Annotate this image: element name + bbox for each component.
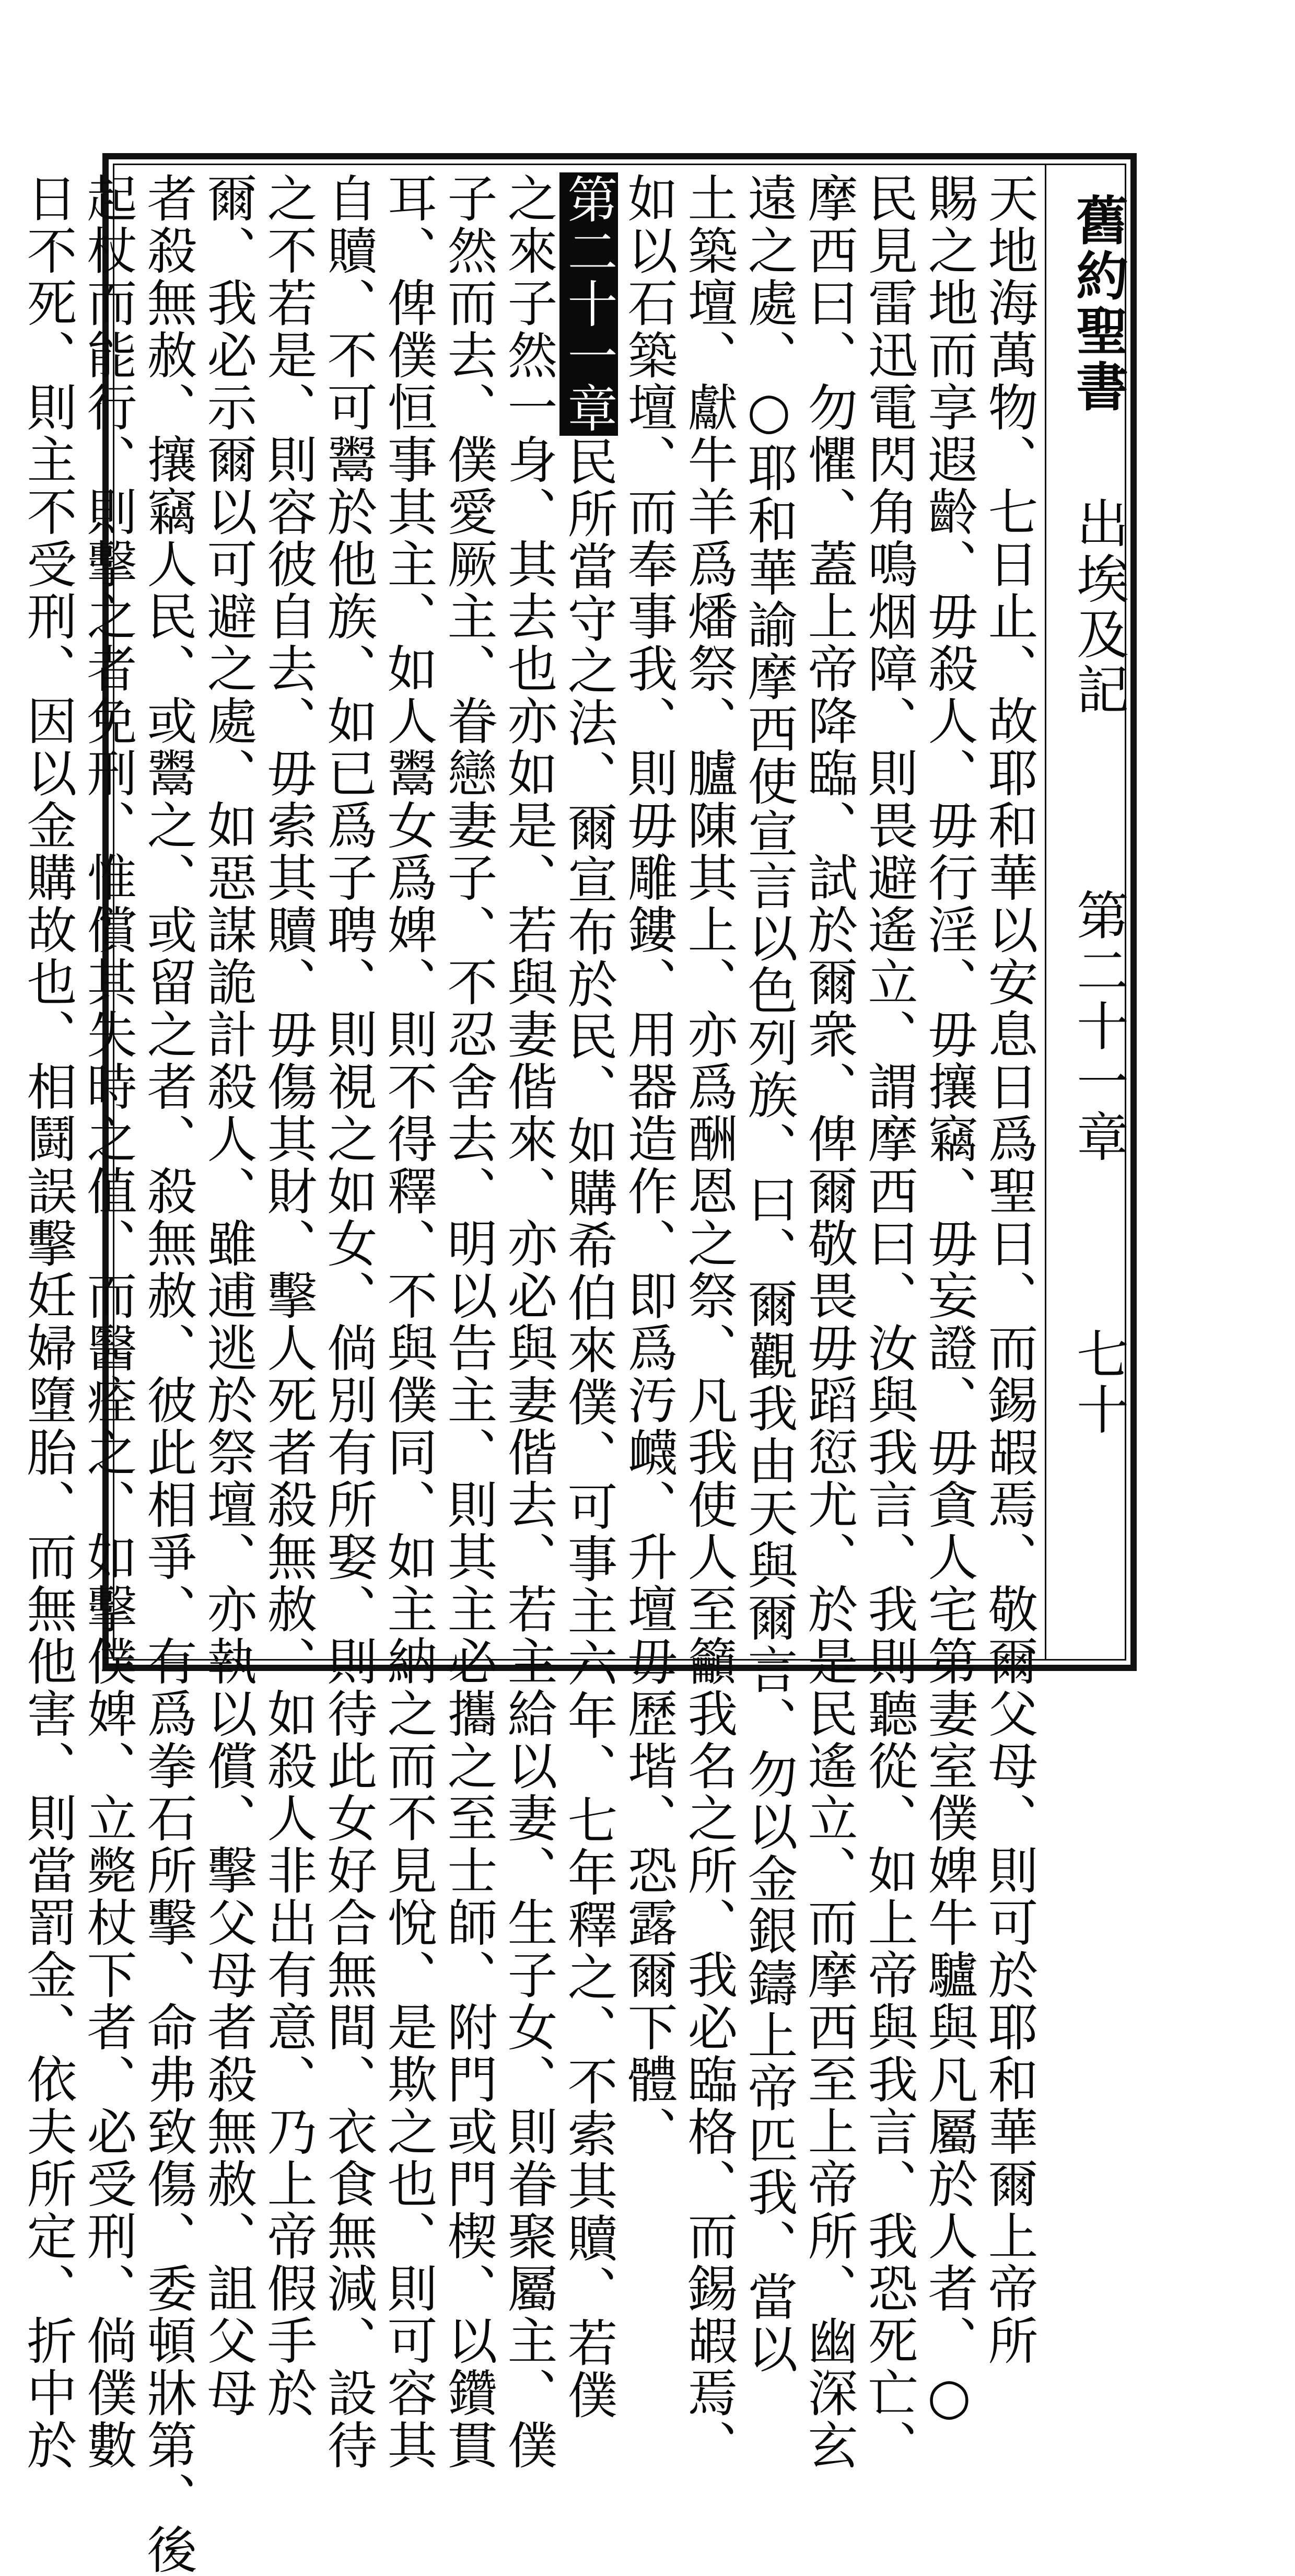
- text-line: 摩西曰、勿懼、蓋上帝降臨、試於爾衆、俾爾敬畏毋蹈愆尤、於是民遙立、而摩西至上帝所、幽深玄: [800, 172, 858, 2471]
- text-line: 之不若是、則容彼自去、毋索其贖、毋傷其財、擊人死者殺無赦、如殺人非出有意、乃上帝假手於: [259, 172, 318, 2419]
- scripture-body: [19, 172, 1039, 2576]
- chapter-start-mark: 第二十一章: [559, 173, 618, 435]
- book-collection-title: 舊約聖書: [1067, 193, 1129, 415]
- text-line: 耳、俾僕恒事其主、如人鬻女爲婢、則不得釋、不與僕同、如主納之而不見悅、是欺之也、則可容其: [379, 172, 438, 2471]
- text-line: 天地海萬物、七日止、故耶和華以安息日爲聖日、而錫嘏焉、敬爾父母、則可於耶和華爾上帝所: [980, 172, 1039, 2367]
- text-line: 者殺無赦、攘竊人民、或鬻之、或留之者、殺無赦、彼此相爭、有爲拳石所擊、命弗致傷、委頓牀第、後: [139, 172, 197, 2576]
- text-line: 自贖、不可鬻於他族、如已爲子聘、則視之如女、倘別有所娶、則待此女好合無間、衣食無減、設待: [319, 172, 378, 2471]
- text-line: 之來子然一身、其去也亦如是、若與妻偕來、亦必與妻偕去、若主給以妻、生子女、則眷聚屬主、僕: [499, 172, 558, 2471]
- text-line-chapter-start: [558, 172, 619, 2421]
- text-line: 起杖而能行、則擊之者免刑、惟償其失時之值、而醫痊之、如擊僕婢、立斃杖下者、必受刑、倘僕數: [79, 172, 137, 2471]
- text-line: 爾、我必示爾以可避之處、如惡謀詭計殺人、雖逋逃於祭壇、亦執以償、擊父母者殺無赦、詛父母: [199, 172, 258, 2419]
- text-line-rest: 民所當守之法、爾宣布於民、如購希伯來僕、可事主六年、七年釋之、不索其贖、若僕: [559, 436, 618, 2421]
- header-divider: [1045, 165, 1046, 1659]
- text-line: 如以石築壇、而奉事我、則毋雕鏤、用器造作、即爲汚衊、升壇毋歷堦、恐露爾下體、: [620, 172, 678, 2158]
- page-number: 七十: [1068, 1327, 1129, 1438]
- text-line: 賜之地而享遐齡、毋殺人、毋行淫、毋攘竊、毋妄證、毋貪人宅第妻室僕婢牛驢與凡屬於人者、○: [920, 172, 978, 2428]
- text-line: 子然而去、僕愛厥主、眷戀妻子、不忍舍去、明以告主、則其主必攜之至士師、附門或門楔、以鑽貫: [439, 172, 498, 2471]
- chapter-heading: 第二十一章: [1068, 888, 1129, 1165]
- text-line: 遠之處、○耶和華諭摩西使宣言以色列族、曰、爾觀我由天與爾言、勿以金銀鑄上帝匹我、當以: [740, 172, 798, 2375]
- book-title: 出埃及記: [1068, 496, 1129, 718]
- text-line: 土築壇、獻牛羊爲燔祭、臚陳其上、亦爲酬恩之祭、凡我使人至籲我名之所、我必臨格、而錫嘏焉、: [680, 172, 738, 2471]
- text-line: 民見雷迅電閃角鳴烟障、則畏避遙立、謂摩西曰、汝與我言、我則聽從、如上帝與我言、我恐死亡、: [860, 172, 918, 2471]
- text-line: 日不死、則主不受刑、因以金購故也、相鬪誤擊妊婦墮胎、而無他害、則當罰金、依夫所定、折中於: [19, 172, 77, 2471]
